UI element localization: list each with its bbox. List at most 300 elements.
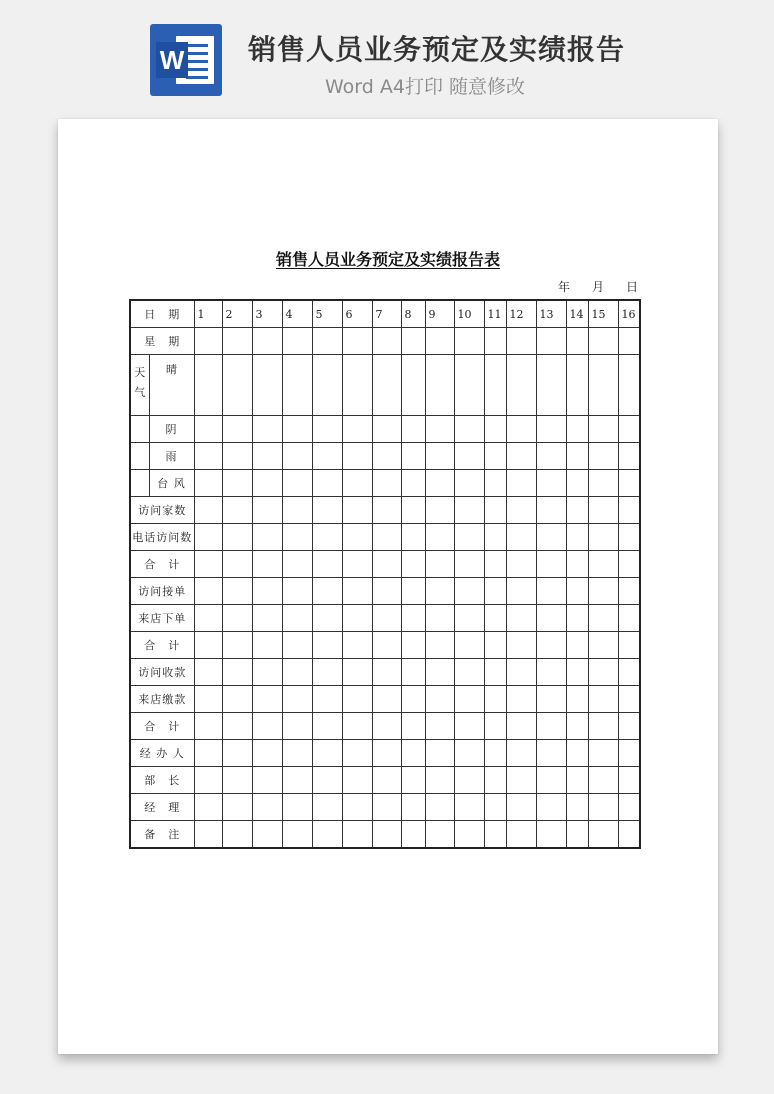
table-cell [312,740,342,767]
table-cell [506,605,536,632]
table-cell [454,794,484,821]
table-cell [252,497,282,524]
date-label-year: 年 [558,280,571,294]
table-cell [618,767,640,794]
table-cell [506,416,536,443]
table-cell [454,497,484,524]
table-cell [342,794,372,821]
table-cell [342,659,372,686]
table-cell [506,355,536,416]
table-cell [401,821,425,849]
table-cell [454,740,484,767]
table-cell [454,328,484,355]
table-cell [536,470,566,497]
table-cell [194,355,222,416]
table-row [130,632,640,659]
table-cell [130,470,149,497]
table-cell [222,659,252,686]
table-cell [222,794,252,821]
table-cell [282,355,312,416]
table-cell [425,767,454,794]
day-header: 15 [588,300,618,328]
document-page [58,119,718,1054]
table-cell [566,821,588,849]
table-row [130,578,640,605]
table-cell [566,578,588,605]
table-cell [536,328,566,355]
table-cell [342,355,372,416]
report-table [129,299,641,849]
table-cell [194,497,222,524]
table-cell [588,524,618,551]
table-cell [618,578,640,605]
document-title: 销售人员业务预定及实绩报告表 [275,250,500,269]
day-header: 1 [194,300,222,328]
table-cell [222,578,252,605]
day-header: 7 [372,300,401,328]
table-cell [566,355,588,416]
table-cell [372,713,401,740]
watermark [91,445,127,483]
table-cell [536,578,566,605]
table-cell [506,686,536,713]
table-cell [312,794,342,821]
table-cell [484,551,506,578]
row-label: 电话访问数 [130,524,194,551]
weather-label-top: 天 [134,366,146,379]
table-cell [506,659,536,686]
table-cell [566,416,588,443]
table-row [130,821,640,849]
table-cell [484,328,506,355]
table-cell [222,524,252,551]
table-cell [618,821,640,849]
table-cell [252,524,282,551]
row-label: 访问家数 [130,497,194,524]
row-label: 合 计 [130,632,194,659]
table-cell [506,794,536,821]
table-cell [536,713,566,740]
table-cell [425,578,454,605]
table-cell [312,524,342,551]
table-cell [401,443,425,470]
table-cell [312,578,342,605]
table-cell [194,740,222,767]
table-cell [194,713,222,740]
table-cell [194,416,222,443]
date-label-month: 月 [591,280,604,294]
table-cell [536,524,566,551]
table-cell [618,632,640,659]
table-cell [312,713,342,740]
day-header: 3 [252,300,282,328]
table-cell [312,470,342,497]
day-header: 8 [401,300,425,328]
table-cell [282,659,312,686]
table-cell [312,686,342,713]
table-cell [372,632,401,659]
table-cell [454,578,484,605]
table-cell [252,578,282,605]
table-cell [425,605,454,632]
table-cell [484,416,506,443]
table-cell [618,740,640,767]
row-label: 访问接单 [130,578,194,605]
table-cell [282,470,312,497]
table-cell [312,551,342,578]
table-cell [401,551,425,578]
table-cell [618,686,640,713]
table-cell [194,578,222,605]
table-cell [536,767,566,794]
table-cell [372,416,401,443]
table-cell [536,605,566,632]
table-cell [536,416,566,443]
table-cell [401,794,425,821]
table-cell [484,355,506,416]
table-cell [222,713,252,740]
table-cell [506,443,536,470]
table-cell [566,767,588,794]
table-row [130,605,640,632]
table-cell [566,551,588,578]
table-cell [425,497,454,524]
table-cell [425,632,454,659]
table-cell [536,659,566,686]
table-cell [194,659,222,686]
table-cell [372,578,401,605]
page-subtitle: Word A4打印 随意修改 [325,76,526,98]
table-cell [454,524,484,551]
table-cell [252,794,282,821]
table-cell [222,767,252,794]
row-label: 台 风 [149,470,194,497]
table-cell [194,821,222,849]
table-cell [588,470,618,497]
day-header: 11 [484,300,506,328]
table-cell [342,524,372,551]
table-cell [566,686,588,713]
row-label: 来店缴款 [130,686,194,713]
day-header: 10 [454,300,484,328]
table-cell [588,686,618,713]
table-cell [222,686,252,713]
table-cell [222,632,252,659]
table-cell [312,416,342,443]
logo-letter: W [156,42,188,78]
table-cell [536,355,566,416]
table-cell [506,713,536,740]
table-cell [425,686,454,713]
table-cell [588,605,618,632]
table-cell [312,632,342,659]
table-cell [484,443,506,470]
table-cell [342,713,372,740]
table-cell [252,605,282,632]
table-cell [484,821,506,849]
table-cell [222,551,252,578]
day-header: 14 [566,300,588,328]
word-logo-icon [150,24,222,96]
table-cell [454,605,484,632]
table-cell [588,659,618,686]
table-cell [252,821,282,849]
table-cell [618,551,640,578]
table-cell [372,551,401,578]
table-cell [282,713,312,740]
table-cell [401,524,425,551]
table-cell [454,632,484,659]
table-cell [282,794,312,821]
table-row [130,443,640,470]
table-cell [536,497,566,524]
table-cell [372,355,401,416]
table-cell [342,551,372,578]
table-cell [312,328,342,355]
table-row [130,300,640,328]
weather-label-bottom: 气 [134,386,146,399]
table-cell [425,659,454,686]
table-cell [588,416,618,443]
table-cell [618,443,640,470]
table-cell [425,416,454,443]
table-cell [401,355,425,416]
table-cell [484,767,506,794]
table-cell [401,686,425,713]
table-cell [372,524,401,551]
table-cell [282,578,312,605]
date-label-day: 日 [625,280,638,294]
table-cell [282,821,312,849]
table-cell [566,605,588,632]
table-cell [484,497,506,524]
table-cell [282,632,312,659]
table-cell [342,632,372,659]
table-cell [312,821,342,849]
row-label: 来店下单 [130,605,194,632]
table-cell [130,443,149,470]
table-cell [372,740,401,767]
table-cell [454,821,484,849]
table-cell [282,740,312,767]
table-cell [566,470,588,497]
table-row [130,470,640,497]
table-cell [252,328,282,355]
table-cell [401,578,425,605]
table-cell [506,470,536,497]
day-header: 16 [618,300,640,328]
table-cell [425,551,454,578]
table-cell [618,328,640,355]
table-cell [588,551,618,578]
table-cell [618,497,640,524]
table-row [130,659,640,686]
table-cell [484,740,506,767]
table-cell [252,767,282,794]
table-cell [252,355,282,416]
row-label: 日 期 [130,300,194,328]
table-cell [342,328,372,355]
table-cell [454,416,484,443]
table-cell [372,767,401,794]
date-line [558,278,638,295]
table-cell [566,794,588,821]
table-cell [536,686,566,713]
table-cell [401,659,425,686]
table-cell [506,578,536,605]
table-cell [484,713,506,740]
table-row [130,355,640,416]
table-cell [618,524,640,551]
day-header: 2 [222,300,252,328]
table-cell [425,740,454,767]
table-cell [566,328,588,355]
table-cell [342,767,372,794]
table-cell [454,767,484,794]
table-cell [342,443,372,470]
table-cell [618,659,640,686]
table-cell [252,632,282,659]
table-cell [282,686,312,713]
table-cell [506,632,536,659]
table-cell [588,713,618,740]
table-cell [536,794,566,821]
table-cell [566,524,588,551]
table-cell [252,470,282,497]
table-cell [342,578,372,605]
table-cell [222,821,252,849]
table-cell [312,355,342,416]
row-label: 阴 [149,416,194,443]
table-cell [252,659,282,686]
table-cell [282,443,312,470]
row-label: 合 计 [130,713,194,740]
table-cell [194,605,222,632]
row-label: 部 长 [130,767,194,794]
table-cell [588,328,618,355]
row-label: 经 办 人 [130,740,194,767]
table-cell [312,443,342,470]
table-cell [372,470,401,497]
table-cell [342,605,372,632]
table-cell [222,740,252,767]
table-cell [282,328,312,355]
table-cell [484,659,506,686]
table-cell [282,605,312,632]
day-header: 13 [536,300,566,328]
table-cell [222,497,252,524]
table-cell [401,497,425,524]
row-label: 访问收款 [130,659,194,686]
table-cell [588,821,618,849]
table-cell [401,740,425,767]
table-cell [618,355,640,416]
table-cell [566,632,588,659]
table-cell [222,328,252,355]
table-cell [401,767,425,794]
table-cell [194,470,222,497]
table-cell [506,328,536,355]
table-cell [425,355,454,416]
table-cell [506,767,536,794]
table-cell [401,632,425,659]
table-row [130,713,640,740]
table-row [130,794,640,821]
table-cell [282,767,312,794]
row-label: 雨 [149,443,194,470]
row-label: 备 注 [130,821,194,849]
table-cell [282,551,312,578]
page-title: 销售人员业务预定及实绩报告 [248,33,626,66]
table-row [130,551,640,578]
table-cell [566,740,588,767]
table-cell [484,470,506,497]
table-cell [566,659,588,686]
table-cell [130,416,149,443]
table-cell [312,659,342,686]
table-cell [536,632,566,659]
table-cell [252,443,282,470]
table-cell [342,821,372,849]
table-cell [506,551,536,578]
table-cell [536,740,566,767]
table-row [130,740,640,767]
table-cell [222,470,252,497]
table-cell [454,470,484,497]
table-cell [588,578,618,605]
table-cell [401,416,425,443]
day-header: 12 [506,300,536,328]
table-cell [588,355,618,416]
table-cell [194,443,222,470]
table-cell [342,740,372,767]
table-cell [506,740,536,767]
table-cell [194,767,222,794]
table-cell [425,470,454,497]
table-cell [194,794,222,821]
weather-label [130,355,149,416]
table-cell [222,605,252,632]
table-cell [484,686,506,713]
day-header: 9 [425,300,454,328]
table-cell [506,524,536,551]
table-cell [372,497,401,524]
table-cell [484,578,506,605]
table-cell [342,416,372,443]
table-cell [372,794,401,821]
table-cell [588,740,618,767]
day-header: 6 [342,300,372,328]
table-cell [194,551,222,578]
table-cell [372,605,401,632]
table-cell [372,443,401,470]
table-cell [588,497,618,524]
table-cell [425,524,454,551]
table-cell [425,794,454,821]
table-cell [454,713,484,740]
table-cell [282,524,312,551]
table-cell [506,497,536,524]
table-cell [401,605,425,632]
row-label: 晴 [149,355,194,416]
table-cell [618,794,640,821]
table-cell [484,524,506,551]
table-cell [194,524,222,551]
table-cell [372,328,401,355]
table-cell [536,443,566,470]
header [0,0,774,110]
table-cell [194,328,222,355]
